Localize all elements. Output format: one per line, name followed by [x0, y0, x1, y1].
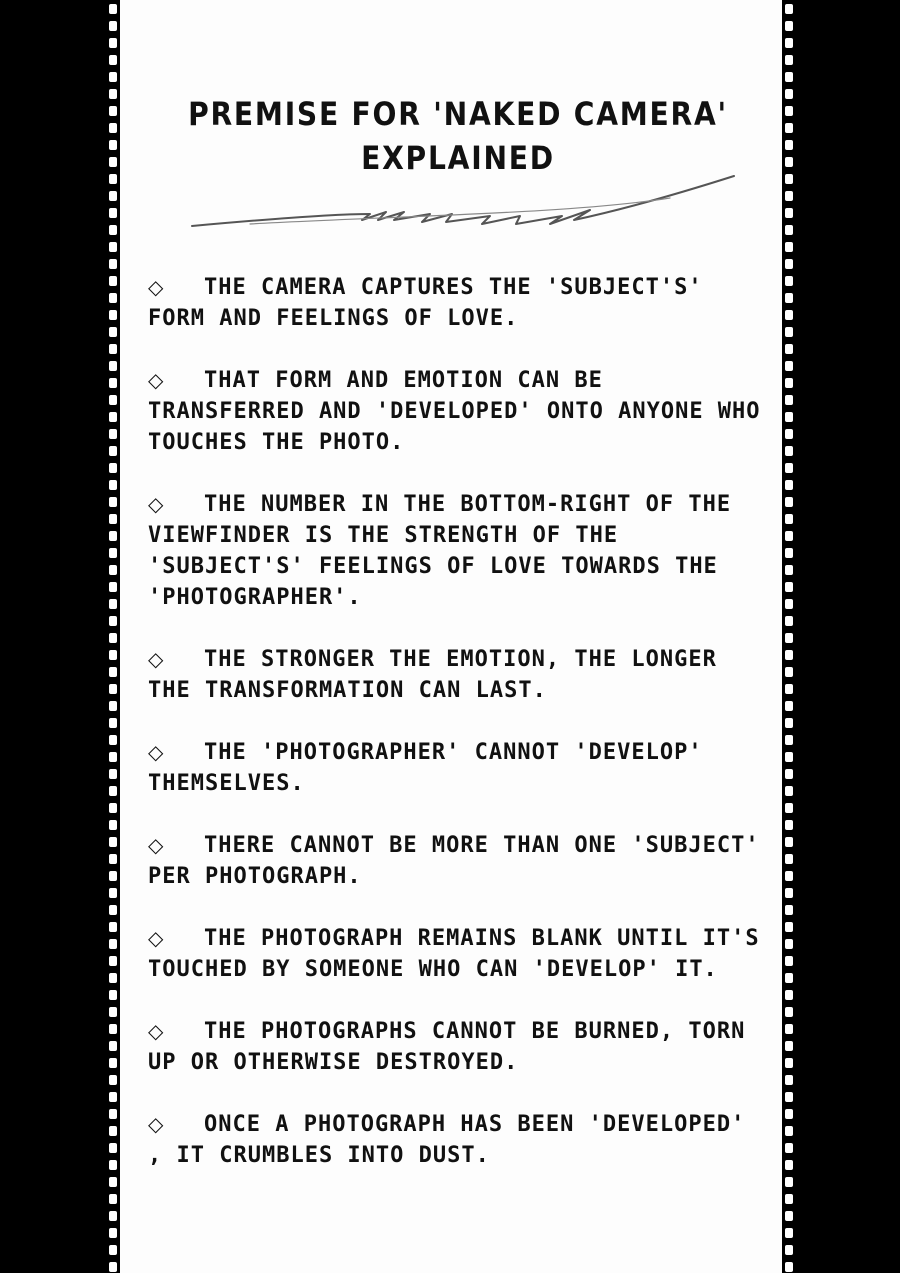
sprocket-hole — [109, 1143, 117, 1153]
sprocket-hole — [785, 565, 793, 575]
diamond-bullet-icon: ◇ — [148, 492, 165, 516]
rule-text: THE CAMERA CAPTURES THE 'SUBJECT'S' FORM AND FEELINGS OF LOVE. — [148, 275, 703, 331]
sprocket-hole — [785, 1092, 793, 1102]
sprocket-hole — [109, 871, 117, 881]
sprocket-hole — [109, 888, 117, 898]
sprocket-hole — [785, 871, 793, 881]
sprocket-hole — [785, 1007, 793, 1017]
rule-item — [148, 923, 768, 985]
sprocket-hole — [109, 429, 117, 439]
sprocket-hole — [785, 1194, 793, 1204]
rule-text: THERE CANNOT BE MORE THAN ONE 'SUBJECT' PER PHOTOGRAPH. — [148, 833, 760, 889]
sprocket-hole — [109, 4, 117, 14]
sprocket-hole — [785, 599, 793, 609]
rule-text: THE PHOTOGRAPHS CANNOT BE BURNED, TORN UP OR OTHERWISE DESTROYED. — [148, 1019, 746, 1075]
sprocket-hole — [785, 412, 793, 422]
sprocket-hole — [785, 803, 793, 813]
rule-text: THE NUMBER IN THE BOTTOM-RIGHT OF THE VIEWFINDER IS THE STRENGTH OF THE 'SUBJECT'S' FEELINGS OF LOVE TOWARDS THE 'PHOTOGRAPHER'. — [148, 492, 732, 610]
sprocket-hole — [109, 905, 117, 915]
sprocket-hole — [785, 701, 793, 711]
sprocket-hole — [109, 650, 117, 660]
sprocket-hole — [109, 344, 117, 354]
film-strip-right — [782, 0, 796, 1273]
sprocket-hole — [785, 480, 793, 490]
sprocket-hole — [109, 548, 117, 558]
rule-item — [148, 830, 768, 892]
sprocket-hole — [785, 1160, 793, 1170]
sprocket-hole — [109, 922, 117, 932]
sprocket-hole — [785, 310, 793, 320]
sprocket-hole — [109, 140, 117, 150]
sprocket-hole — [109, 276, 117, 286]
sprocket-hole — [785, 344, 793, 354]
sprocket-hole — [109, 531, 117, 541]
sprocket-hole — [785, 1075, 793, 1085]
sprocket-hole — [109, 361, 117, 371]
sprocket-hole — [109, 1228, 117, 1238]
sprocket-hole — [785, 242, 793, 252]
sprocket-hole — [785, 786, 793, 796]
sprocket-hole — [109, 990, 117, 1000]
rule-item — [148, 644, 768, 706]
sprocket-hole — [785, 1262, 793, 1272]
sprocket-hole — [785, 769, 793, 779]
sprocket-hole — [109, 803, 117, 813]
sprocket-hole — [785, 939, 793, 949]
sprocket-hole — [785, 123, 793, 133]
sprocket-hole — [785, 956, 793, 966]
sprocket-hole — [785, 1024, 793, 1034]
rule-item — [148, 737, 768, 799]
sprocket-hole — [109, 837, 117, 847]
sprocket-hole — [109, 480, 117, 490]
sprocket-hole — [785, 973, 793, 983]
rule-text: THE 'PHOTOGRAPHER' CANNOT 'DEVELOP' THEMSELVES. — [148, 740, 703, 796]
sprocket-hole — [785, 1143, 793, 1153]
sprocket-hole — [109, 735, 117, 745]
sprocket-hole — [785, 531, 793, 541]
sprocket-hole — [109, 242, 117, 252]
sprocket-hole — [109, 582, 117, 592]
sprocket-hole — [109, 633, 117, 643]
diamond-bullet-icon: ◇ — [148, 740, 165, 764]
sprocket-hole — [109, 514, 117, 524]
sprocket-hole — [785, 752, 793, 762]
sprocket-hole — [785, 55, 793, 65]
title-underline-squiggle — [190, 168, 738, 232]
diamond-bullet-icon: ◇ — [148, 275, 165, 299]
sprocket-hole — [785, 1041, 793, 1051]
sprocket-hole — [109, 565, 117, 575]
sprocket-hole — [109, 1245, 117, 1255]
sprocket-hole — [109, 1109, 117, 1119]
sprocket-hole — [785, 718, 793, 728]
sprocket-hole — [109, 599, 117, 609]
sprocket-hole — [785, 157, 793, 167]
sprocket-hole — [785, 140, 793, 150]
sprocket-hole — [785, 633, 793, 643]
sprocket-hole — [785, 293, 793, 303]
sprocket-hole — [785, 684, 793, 694]
diamond-bullet-icon: ◇ — [148, 647, 165, 671]
sprocket-hole — [109, 191, 117, 201]
sprocket-hole — [785, 1245, 793, 1255]
sprocket-hole — [785, 327, 793, 337]
diamond-bullet-icon: ◇ — [148, 368, 165, 392]
sprocket-hole — [785, 837, 793, 847]
sprocket-hole — [109, 21, 117, 31]
sprocket-hole — [109, 55, 117, 65]
sprocket-hole — [785, 276, 793, 286]
sprocket-hole — [109, 769, 117, 779]
sprocket-hole — [785, 429, 793, 439]
sprocket-hole — [785, 1109, 793, 1119]
sprocket-hole — [109, 752, 117, 762]
rule-item — [148, 272, 768, 334]
sprocket-hole — [785, 1058, 793, 1068]
sprocket-hole — [109, 497, 117, 507]
sprocket-hole — [785, 582, 793, 592]
sprocket-hole — [109, 956, 117, 966]
sprocket-hole — [785, 89, 793, 99]
sprocket-hole — [109, 667, 117, 677]
sprocket-hole — [109, 310, 117, 320]
sprocket-hole — [109, 293, 117, 303]
diamond-bullet-icon: ◇ — [148, 1019, 165, 1043]
rule-text: ONCE A PHOTOGRAPH HAS BEEN 'DEVELOPED' , IT CRUMBLES INTO DUST. — [148, 1112, 746, 1168]
sprocket-hole — [785, 1228, 793, 1238]
sprocket-hole — [785, 650, 793, 660]
sprocket-hole — [785, 38, 793, 48]
sprocket-hole — [109, 616, 117, 626]
sprocket-hole — [109, 939, 117, 949]
sprocket-hole — [109, 684, 117, 694]
sprocket-hole — [109, 1041, 117, 1051]
sprocket-hole — [785, 922, 793, 932]
sprocket-hole — [109, 1177, 117, 1187]
sprocket-hole — [109, 1126, 117, 1136]
diamond-bullet-icon: ◇ — [148, 1112, 165, 1136]
sprocket-hole — [785, 905, 793, 915]
sprocket-hole — [785, 735, 793, 745]
rule-text: THAT FORM AND EMOTION CAN BE TRANSFERRED AND 'DEVELOPED' ONTO ANYONE WHO TOUCHES THE PHOTO. — [148, 368, 761, 455]
sprocket-hole — [109, 820, 117, 830]
sprocket-hole — [109, 378, 117, 388]
sprocket-hole — [785, 548, 793, 558]
sprocket-hole — [785, 497, 793, 507]
sprocket-hole — [785, 4, 793, 14]
sprocket-hole — [109, 1092, 117, 1102]
sprocket-hole — [109, 327, 117, 337]
sprocket-hole — [109, 1160, 117, 1170]
page-panel — [120, 0, 782, 1273]
sprocket-hole — [785, 395, 793, 405]
sprocket-hole — [109, 1262, 117, 1272]
sprocket-hole — [785, 361, 793, 371]
sprocket-hole — [785, 378, 793, 388]
sprocket-hole — [785, 514, 793, 524]
sprocket-hole — [109, 38, 117, 48]
sprocket-hole — [109, 786, 117, 796]
diamond-bullet-icon: ◇ — [148, 833, 165, 857]
sprocket-hole — [109, 123, 117, 133]
sprocket-hole — [109, 225, 117, 235]
sprocket-hole — [109, 208, 117, 218]
sprocket-hole — [109, 854, 117, 864]
page-title: PREMISE FOR 'NAKED CAMERA' EXPLAINED — [188, 95, 728, 177]
rule-item — [148, 365, 768, 458]
sprocket-hole — [109, 106, 117, 116]
sprocket-hole — [785, 667, 793, 677]
sprocket-hole — [785, 1211, 793, 1221]
sprocket-hole — [785, 72, 793, 82]
sprocket-hole — [109, 1058, 117, 1068]
sprocket-hole — [785, 463, 793, 473]
sprocket-hole — [109, 1024, 117, 1034]
sprocket-hole — [109, 1007, 117, 1017]
diamond-bullet-icon: ◇ — [148, 926, 165, 950]
sprocket-hole — [785, 191, 793, 201]
rule-text: THE STRONGER THE EMOTION, THE LONGER THE TRANSFORMATION CAN LAST. — [148, 647, 717, 703]
sprocket-hole — [109, 412, 117, 422]
sprocket-hole — [109, 446, 117, 456]
sprocket-hole — [785, 21, 793, 31]
rule-item — [148, 1016, 768, 1078]
sprocket-hole — [785, 616, 793, 626]
sprocket-hole — [785, 446, 793, 456]
sprocket-hole — [109, 395, 117, 405]
rules-list — [148, 272, 768, 1202]
sprocket-hole — [785, 225, 793, 235]
sprocket-hole — [785, 208, 793, 218]
rule-item — [148, 489, 768, 613]
sprocket-hole — [109, 259, 117, 269]
sprocket-hole — [109, 1211, 117, 1221]
sprocket-hole — [785, 174, 793, 184]
sprocket-hole — [785, 1126, 793, 1136]
sprocket-hole — [109, 72, 117, 82]
sprocket-hole — [785, 854, 793, 864]
sprocket-hole — [785, 106, 793, 116]
sprocket-hole — [109, 718, 117, 728]
sprocket-hole — [109, 89, 117, 99]
sprocket-hole — [109, 701, 117, 711]
sprocket-hole — [109, 1194, 117, 1204]
sprocket-hole — [785, 990, 793, 1000]
sprocket-hole — [109, 157, 117, 167]
rule-text: THE PHOTOGRAPH REMAINS BLANK UNTIL IT'S TOUCHED BY SOMEONE WHO CAN 'DEVELOP' IT. — [148, 926, 760, 982]
film-strip-left — [106, 0, 120, 1273]
sprocket-hole — [785, 888, 793, 898]
sprocket-hole — [785, 259, 793, 269]
rule-item — [148, 1109, 768, 1171]
sprocket-hole — [785, 1177, 793, 1187]
sprocket-hole — [109, 174, 117, 184]
sprocket-hole — [109, 1075, 117, 1085]
sprocket-hole — [109, 973, 117, 983]
sprocket-hole — [109, 463, 117, 473]
sprocket-hole — [785, 820, 793, 830]
